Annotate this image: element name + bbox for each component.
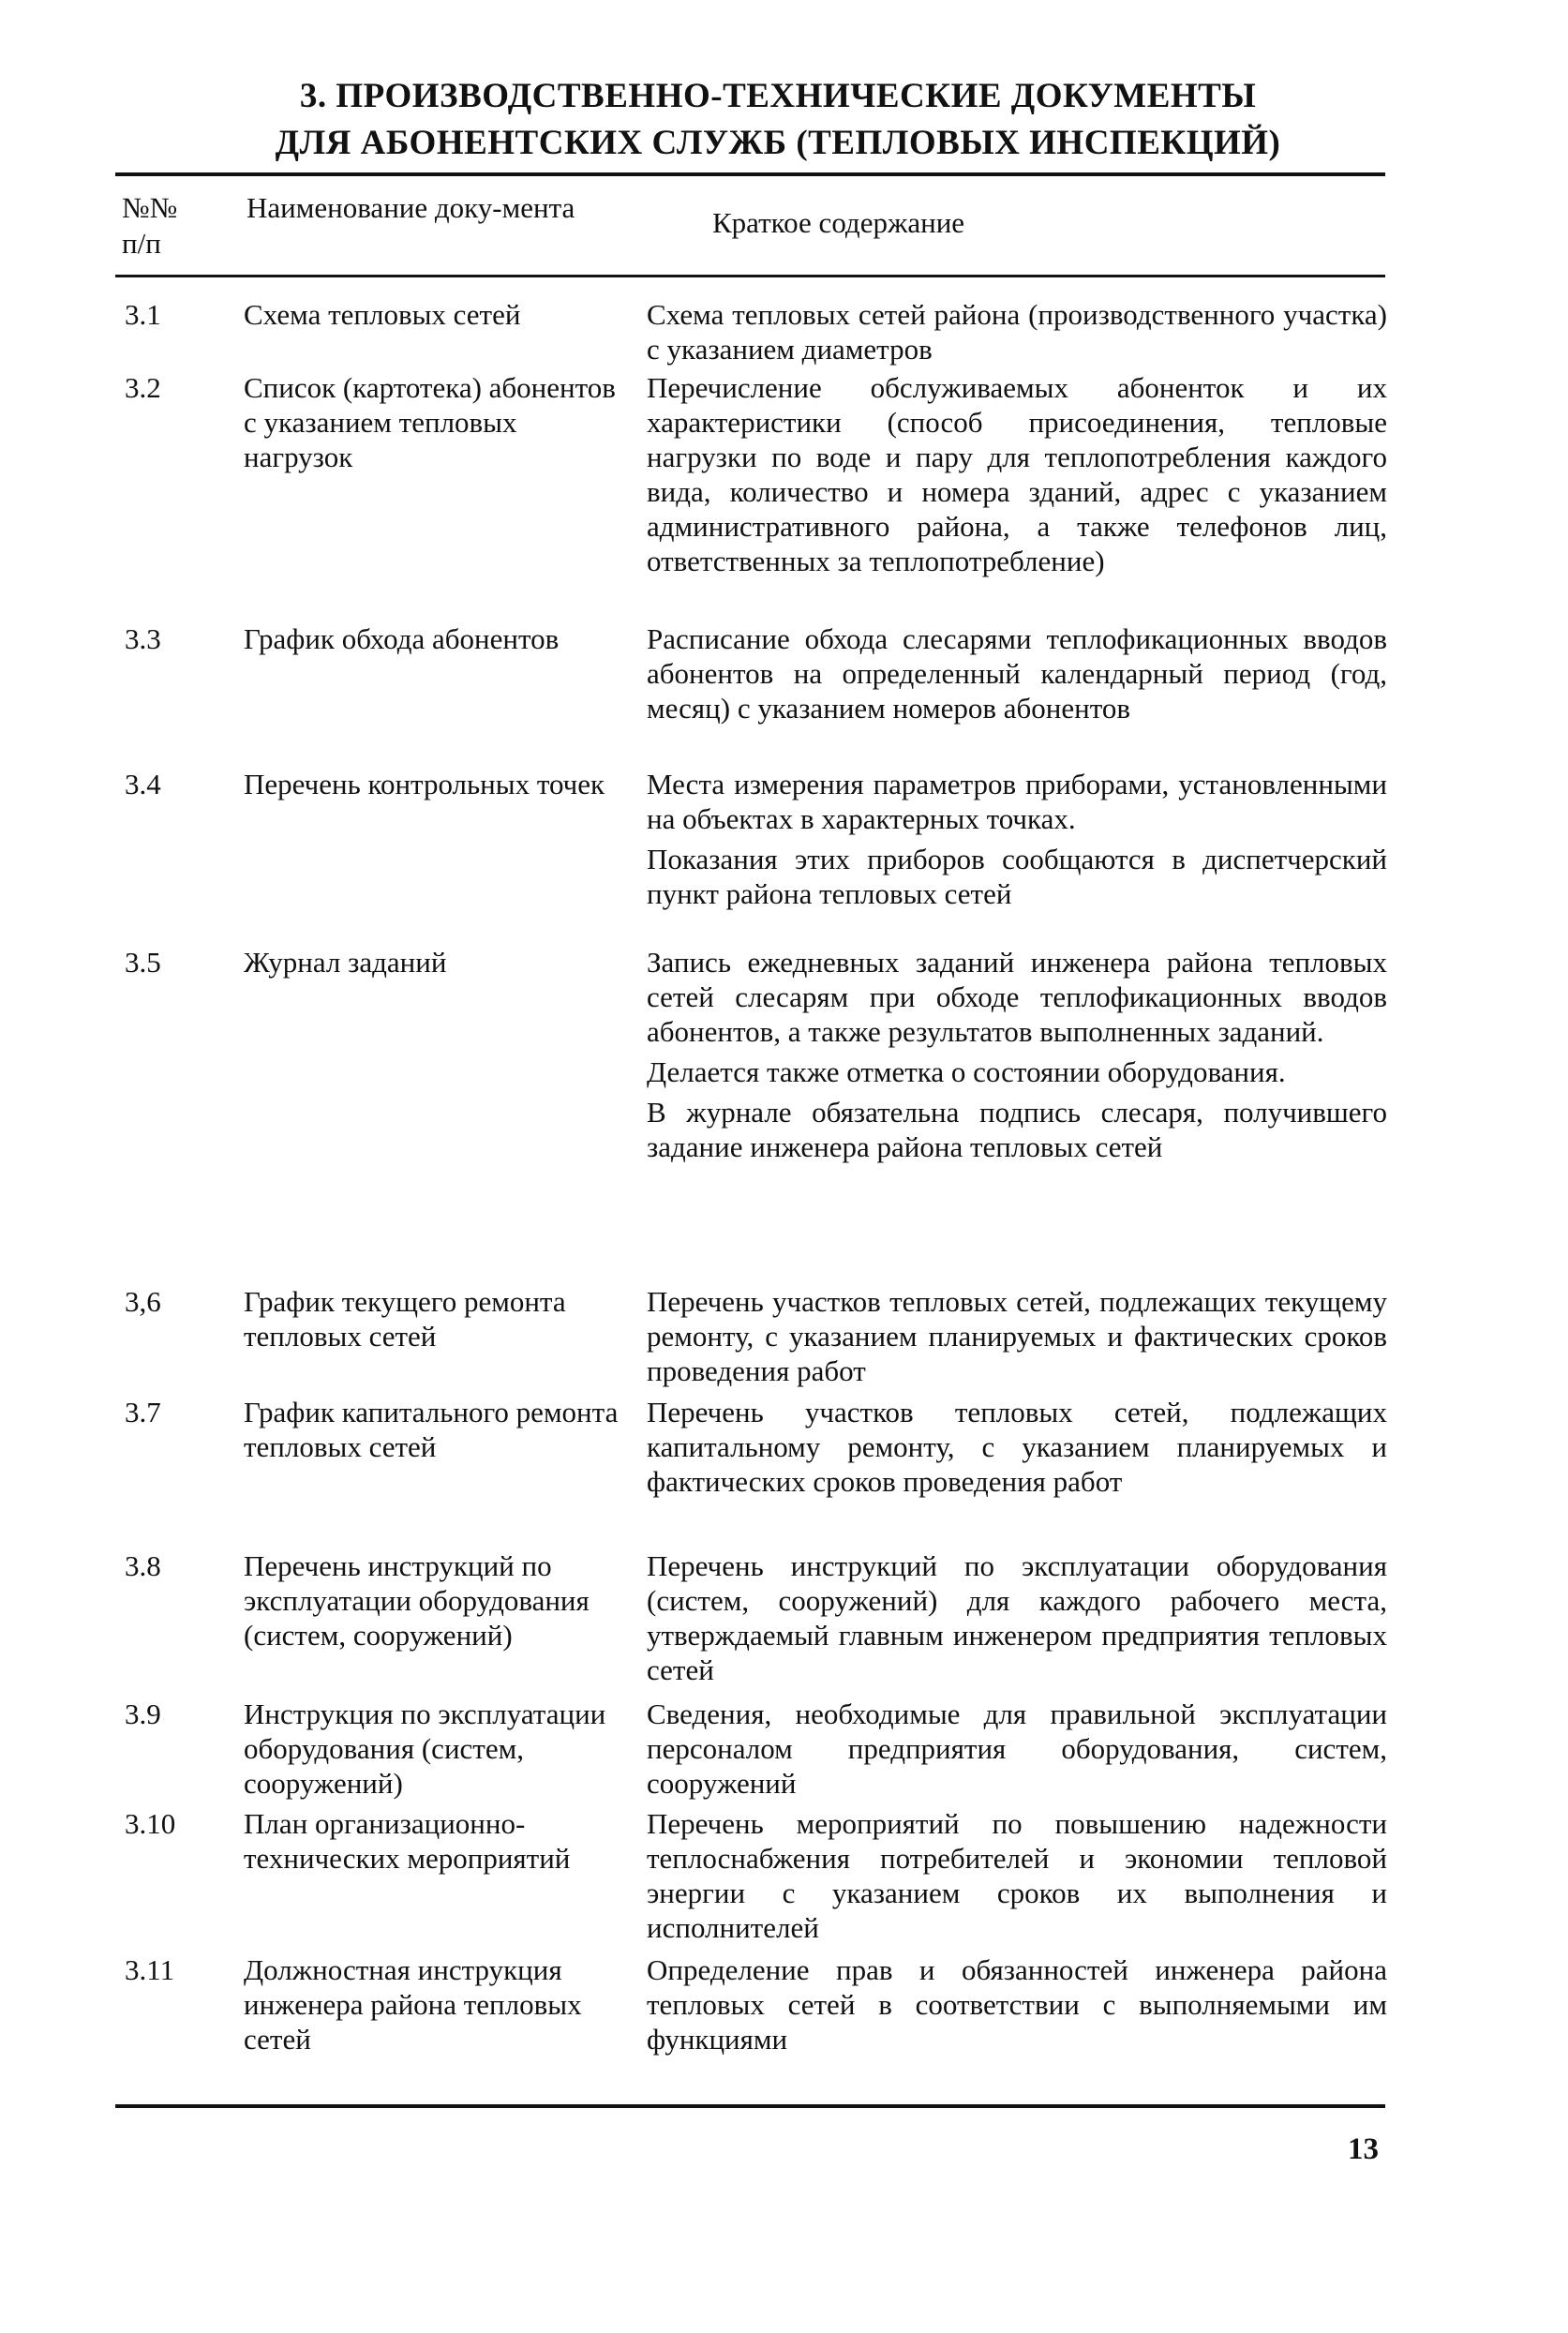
row-content-paragraph: Перечень мероприятий по повышению надежности теплоснабжения потребителей и экономии тепловой энергии с указанием сроков их выполнения и исполнителей	[647, 1807, 1387, 1944]
table-header-rule	[115, 275, 1385, 277]
row-content-paragraph: Места измерения параметров приборами, установленными на объектах в характерных точках.	[647, 768, 1387, 835]
row-number: 3.4	[125, 768, 161, 800]
header-number-line-1: №№	[122, 191, 178, 224]
header-name-column: Наименование доку-мента	[246, 191, 575, 224]
row-document-name: Журнал заданий	[244, 946, 447, 979]
header-number-column	[122, 190, 225, 262]
row-content-paragraph: Сведения, необходимые для правильной эксплуатации персоналом предприятия оборудования, систем, сооружений	[647, 1697, 1387, 1800]
row-number: 3.3	[125, 622, 161, 655]
row-content	[647, 621, 1387, 725]
row-content	[647, 297, 1387, 366]
row-content-paragraph: Расписание обхода слесарями теплофикационных вводов абонентов на определенный календарный период (год, месяц) с указанием номеров абонентов	[647, 622, 1387, 725]
row-number: 3.5	[125, 946, 161, 979]
row-document-name: Должностная инструкция инженера района тепловых сетей	[244, 1953, 582, 2056]
row-document-name: Перечень контрольных точек	[244, 768, 605, 800]
row-number: 3.10	[125, 1807, 176, 1840]
row-document-name: Перечень инструкций по эксплуатации оборудования (систем, сооружений)	[244, 1549, 590, 1652]
row-content-paragraph: Перечень инструкций по эксплуатации оборудования (систем, сооружений) для каждого рабочего места, утверждаемый главным инженером предприятия тепловых сетей	[647, 1549, 1387, 1686]
row-content	[647, 370, 1387, 578]
header-number-line-2: п/п	[122, 227, 161, 260]
row-content	[647, 945, 1387, 1164]
row-number: 3.9	[125, 1697, 161, 1730]
table-header	[0, 190, 1568, 271]
row-document-name: График капитального ремонта тепловых сетей	[244, 1396, 619, 1463]
row-content-paragraph: Схема тепловых сетей района (производственного участка) с указанием диаметров	[647, 298, 1387, 366]
row-content-paragraph: Показания этих приборов сообщаются в диспетчерский пункт района тепловых сетей	[647, 843, 1387, 910]
table-top-rule	[115, 172, 1385, 176]
row-content-paragraph: Перечисление обслуживаемых абоненток и их характеристики (способ присоединения, тепловые нагрузки по воде и пару для теплопотребления каждого вида, количество и номера зданий, адрес с указанием административного района, а также телефонов лиц, ответственных за теплопотребление)	[647, 371, 1387, 577]
row-number: 3.8	[125, 1549, 161, 1582]
row-content-paragraph: Перечень участков тепловых сетей, подлежащих текущему ремонту, с указанием планируемых и фактических сроков проведения работ	[647, 1285, 1387, 1387]
table-bottom-rule	[115, 2104, 1385, 2108]
row-content-paragraph: В журнале обязательна подпись слесаря, получившего задание инженера района тепловых сетей	[647, 1096, 1387, 1163]
row-content-paragraph: Делается также отметка о состоянии оборудования.	[647, 1055, 1286, 1088]
row-number: 3.2	[125, 371, 161, 404]
row-content	[647, 1284, 1387, 1388]
page-number: 13	[1348, 2132, 1379, 2166]
row-content	[647, 1548, 1387, 1687]
row-document-name: Список (картотека) абонентов с указанием тепловых нагрузок	[244, 371, 616, 473]
row-document-name: Инструкция по эксплуатации оборудования (систем, сооружений)	[244, 1697, 606, 1800]
row-document-name: Схема тепловых сетей	[244, 298, 521, 331]
row-number: 3.11	[125, 1953, 175, 1986]
section-title	[169, 73, 1387, 167]
row-document-name: График текущего ремонта тепловых сетей	[244, 1285, 566, 1353]
section-title-line-2: ДЛЯ АБОНЕНТСКИХ СЛУЖБ (ТЕПЛОВЫХ ИНСПЕКЦИЙ)	[275, 124, 1281, 162]
row-document-name: План организационно-технических мероприятий	[244, 1807, 571, 1875]
row-number: 3.7	[125, 1396, 161, 1428]
row-content	[647, 767, 1387, 911]
row-content	[647, 1395, 1387, 1499]
row-content	[647, 1697, 1387, 1801]
row-content-paragraph: Перечень участков тепловых сетей, подлежащих капитальному ремонту, с указанием планируемых и фактических сроков проведения работ	[647, 1396, 1387, 1498]
row-document-name: График обхода абонентов	[244, 622, 560, 655]
header-content-column: Краткое содержание	[712, 206, 965, 239]
row-content	[647, 1806, 1387, 1945]
row-content	[647, 1952, 1387, 2056]
row-content-paragraph: Запись ежедневных заданий инженера района тепловых сетей слесарям при обходе теплофикационных вводов абонентов, а также результатов выполненных заданий.	[647, 946, 1387, 1048]
row-number: 3,6	[125, 1285, 161, 1318]
row-number: 3.1	[125, 298, 161, 331]
section-title-line-1: 3. ПРОИЗВОДСТВЕННО-ТЕХНИЧЕСКИЕ ДОКУМЕНТЫ	[299, 77, 1257, 115]
row-content-paragraph: Определение прав и обязанностей инженера района тепловых сетей в соответствии с выполняемыми им функциями	[647, 1953, 1387, 2056]
